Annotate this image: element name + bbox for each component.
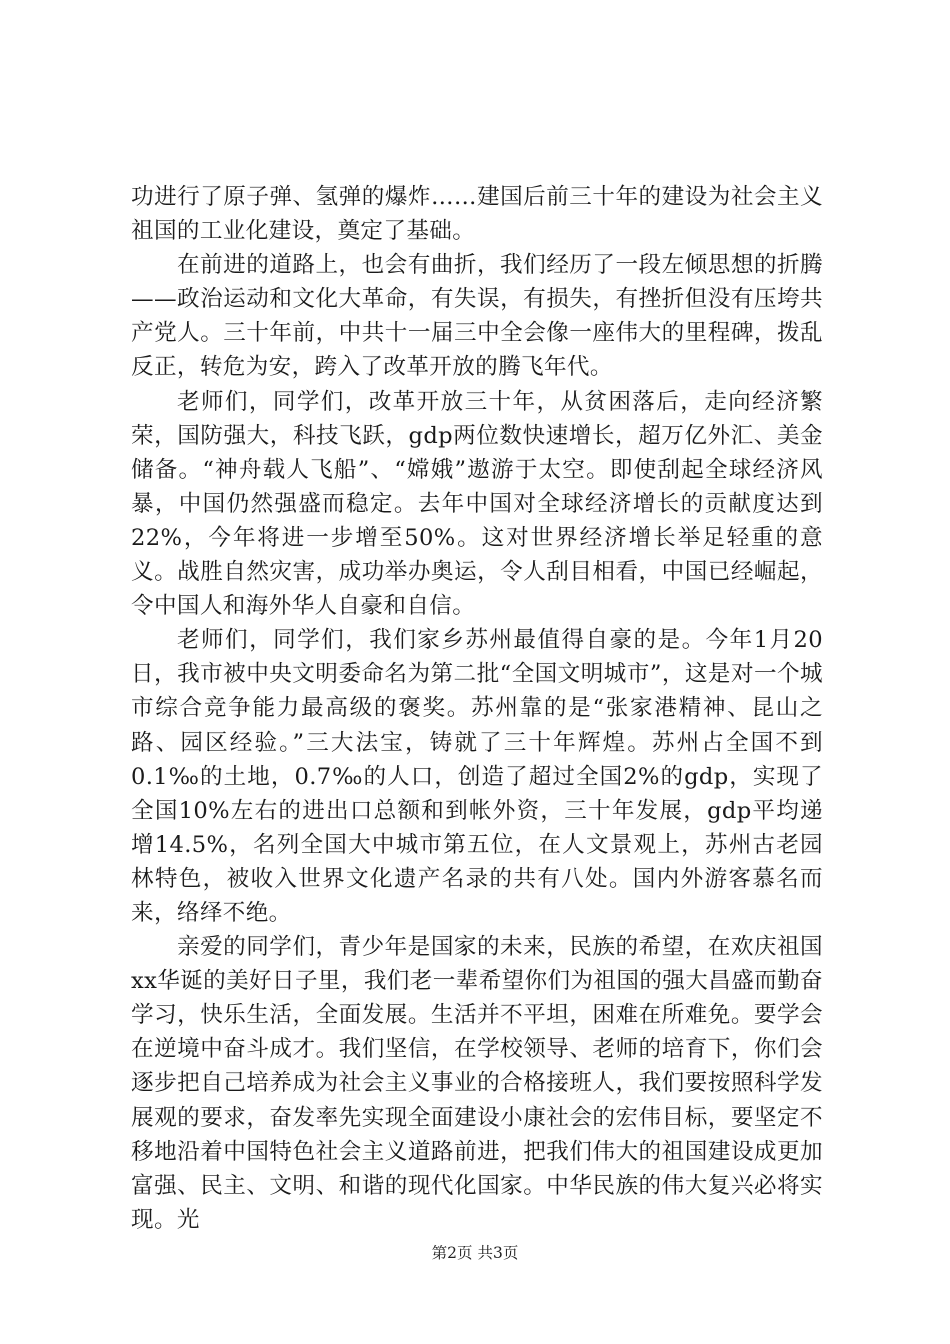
- paragraph-5: 亲爱的同学们，青少年是国家的未来，民族的希望，在欢庆祖国xx华诞的美好日子里，我们老一辈希望你们为祖国的强大昌盛而勤奋学习，快乐生活，全面发展。生活并不平坦，困难在所难免。要学会在逆境中奋斗成才。我们坚信，在学校领导、老师的培育下，你们会逐步把自己培养成为社会主义事业的合格接班人，我们要按照科学发展观的要求，奋发率先实现全面建设小康社会的宏伟目标，要坚定不移地沿着中国特色社会主义道路前进，把我们伟大的祖国建设成更加富强、民主、文明、和谐的现代化国家。中华民族的伟大复兴必将实现。光: [131, 934, 823, 1233]
- document-body: [131, 180, 823, 1237]
- paragraph-1: 功进行了原子弹、氢弹的爆炸……建国后前三十年的建设为社会主义祖国的工业化建设，奠定了基础。: [131, 184, 823, 245]
- paragraph-2: 在前进的道路上，也会有曲折，我们经历了一段左倾思想的折腾——政治运动和文化大革命，有失误，有损失，有挫折但没有压垮共产党人。三十年前，中共十一届三中全会像一座伟大的里程碑，拨乱反正，转危为安，跨入了改革开放的腾飞年代。: [131, 252, 823, 381]
- page-number-footer: 第2页 共3页: [431, 1244, 519, 1262]
- paragraph-3: 老师们，同学们，改革开放三十年，从贫困落后，走向经济繁荣，国防强大，科技飞跃，gdp两位数快速增长，超万亿外汇、美金储备。“神舟载人飞船”、“嫦娥”遨游于太空。即使刮起全球经济风暴，中国仍然强盛而稳定。去年中国对全球经济增长的贡献度达到22%，今年将进一步增至50%。这对世界经济增长举足轻重的意义。战胜自然灾害，成功举办奥运，令人刮目相看，中国已经崛起，令中国人和海外华人自豪和自信。: [131, 388, 823, 620]
- paragraph-4: 老师们，同学们，我们家乡苏州最值得自豪的是。今年1月20日，我市被中央文明委命名为第二批“全国文明城市”，这是对一个城市综合竞争能力最高级的褒奖。苏州靠的是“张家港精神、昆山之路、园区经验。”三大法宝，铸就了三十年辉煌。苏州占全国不到0.1‰的土地，0.7‰的人口，创造了超过全国2%的gdp，实现了全国10%左右的进出口总额和到帐外资，三十年发展，gdp平均递增14.5%，名列全国大中城市第五位，在人文景观上，苏州古老园林特色，被收入世界文化遗产名录的共有八处。国内外游客慕名而来，络绎不绝。: [131, 627, 823, 926]
